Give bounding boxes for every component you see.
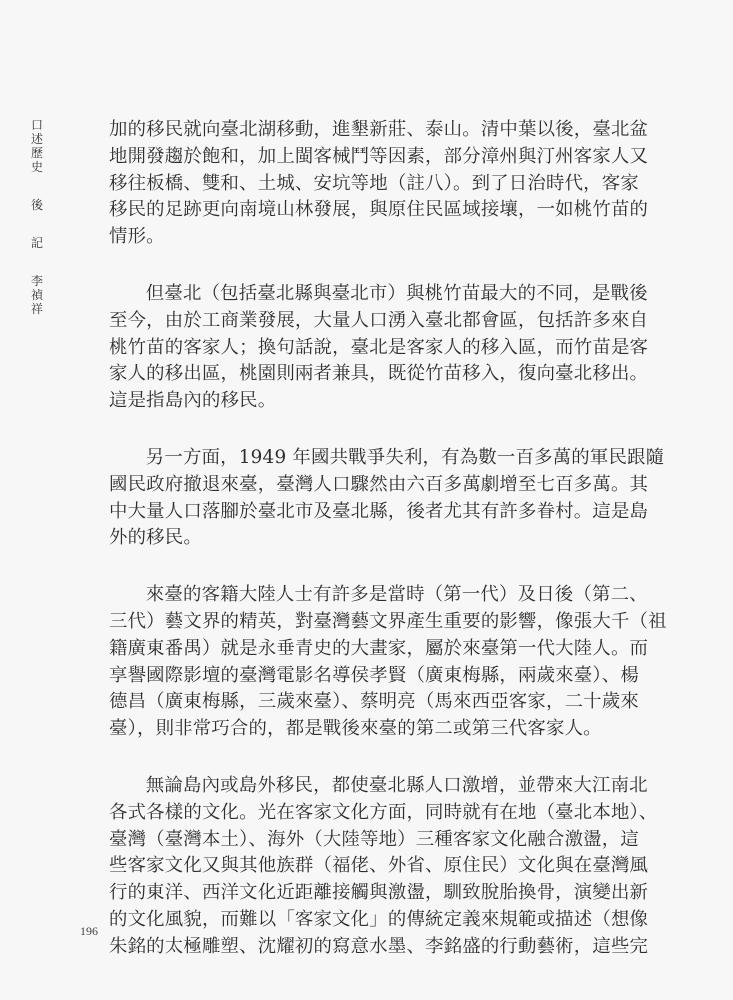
text-line: 些客家文化又與其他族群（福佬、外省、原住民）文化與在臺灣風 — [109, 855, 649, 877]
text-line: 情形。 — [109, 226, 165, 248]
text-line: 來臺的客籍大陸人士有許多是當時（第一代）及日後（第二、 — [145, 584, 648, 606]
text-line: 三代）藝文界的精英，對臺灣藝文界產生重要的影響，像張大千（祖 — [109, 610, 667, 632]
text-line: 的文化風貌，而難以「客家文化」的傳統定義來規範或描述（想像 — [109, 908, 649, 930]
text-line: 國民政府撤退來臺，臺灣人口驟然由六百多萬劇增至七百多萬。其 — [109, 473, 649, 495]
running-header-char: 史 — [30, 160, 43, 174]
paragraph — [109, 582, 667, 743]
text-line: 移民的足跡更向南境山林發展，與原住民區域接壤，一如桃竹苗的 — [109, 199, 649, 221]
text-line: 享譽國際影壇的臺灣電影名導侯孝賢（廣東梅縣，兩歲來臺）、楊 — [109, 664, 639, 686]
text-line: 移往板橋、雙和、土城、安坑等地（註八）。到了日治時代，客家 — [109, 172, 639, 194]
running-header-char: 口 — [30, 118, 43, 132]
text-line: 德昌（廣東梅縣，三歲來臺）、蔡明亮（馬來西亞客家，二十歲來 — [109, 691, 639, 713]
text-line: 無論島內或島外移民，都使臺北縣人口激增，並帶來大江南北 — [145, 774, 648, 796]
text-line: 另一方面，1949 年國共戰爭失利，有為數一百多萬的軍民跟隨 — [145, 446, 665, 468]
running-header-char: 禎 — [30, 288, 43, 302]
running-header-char: 後 — [30, 198, 43, 212]
paragraph — [109, 445, 665, 552]
text-line: 各式各樣的文化。光在客家文化方面，同時就有在地（臺北本地）、 — [109, 801, 658, 823]
running-header-char: 李 — [30, 274, 43, 288]
text-line: 中大量人口落腳於臺北市及臺北縣，後者尤其有許多眷村。這是島 — [109, 500, 649, 522]
body-text — [109, 117, 667, 991]
text-line: 臺），則非常巧合的，都是戰後來臺的第二或第三代客家人。 — [109, 718, 602, 740]
text-line: 朱銘的太極雕塑、沈耀初的寫意水墨、李銘盛的行動藝術，這些完 — [109, 935, 649, 957]
text-line: 籍廣東番禺）就是永垂青史的大畫家，屬於來臺第一代大陸人。而 — [109, 637, 649, 659]
paragraph — [109, 117, 649, 251]
page-number: 196 — [80, 924, 98, 938]
running-header — [30, 118, 44, 316]
text-line: 加的移民就向臺北湖移動，進墾新莊、泰山。清中葉以後，臺北盆 — [109, 119, 649, 140]
text-line: 這是指島內的移民。 — [109, 390, 277, 412]
text-line: 但臺北（包括臺北縣與臺北市）與桃竹苗最大的不同，是戰後 — [145, 282, 648, 304]
text-line: 外的移民。 — [109, 527, 202, 549]
text-line: 行的東洋、西洋文化近距離接觸與激盪，馴致脫胎換骨，演變出新 — [109, 882, 649, 904]
text-line: 至今，由於工商業發展，大量人口湧入臺北都會區，包括許多來自 — [109, 309, 649, 331]
running-header-char: 述 — [30, 132, 43, 146]
text-line: 地開發趨於飽和，加上閩客械鬥等因素，部分漳州與汀州客家人又 — [109, 145, 649, 167]
text-line: 桃竹苗的客家人；換句話說，臺北是客家人的移入區，而竹苗是客 — [109, 336, 649, 358]
text-line: 家人的移出區，桃園則兩者兼具，既從竹苗移入，復向臺北移出。 — [109, 363, 649, 385]
paragraph — [109, 773, 658, 961]
running-header-char: 記 — [30, 236, 43, 250]
paragraph — [109, 281, 649, 415]
running-header-char: 歷 — [30, 146, 43, 160]
running-header-char: 祥 — [30, 302, 43, 316]
text-line: 臺灣（臺灣本土）、海外（大陸等地）三種客家文化融合激盪，這 — [109, 828, 639, 850]
